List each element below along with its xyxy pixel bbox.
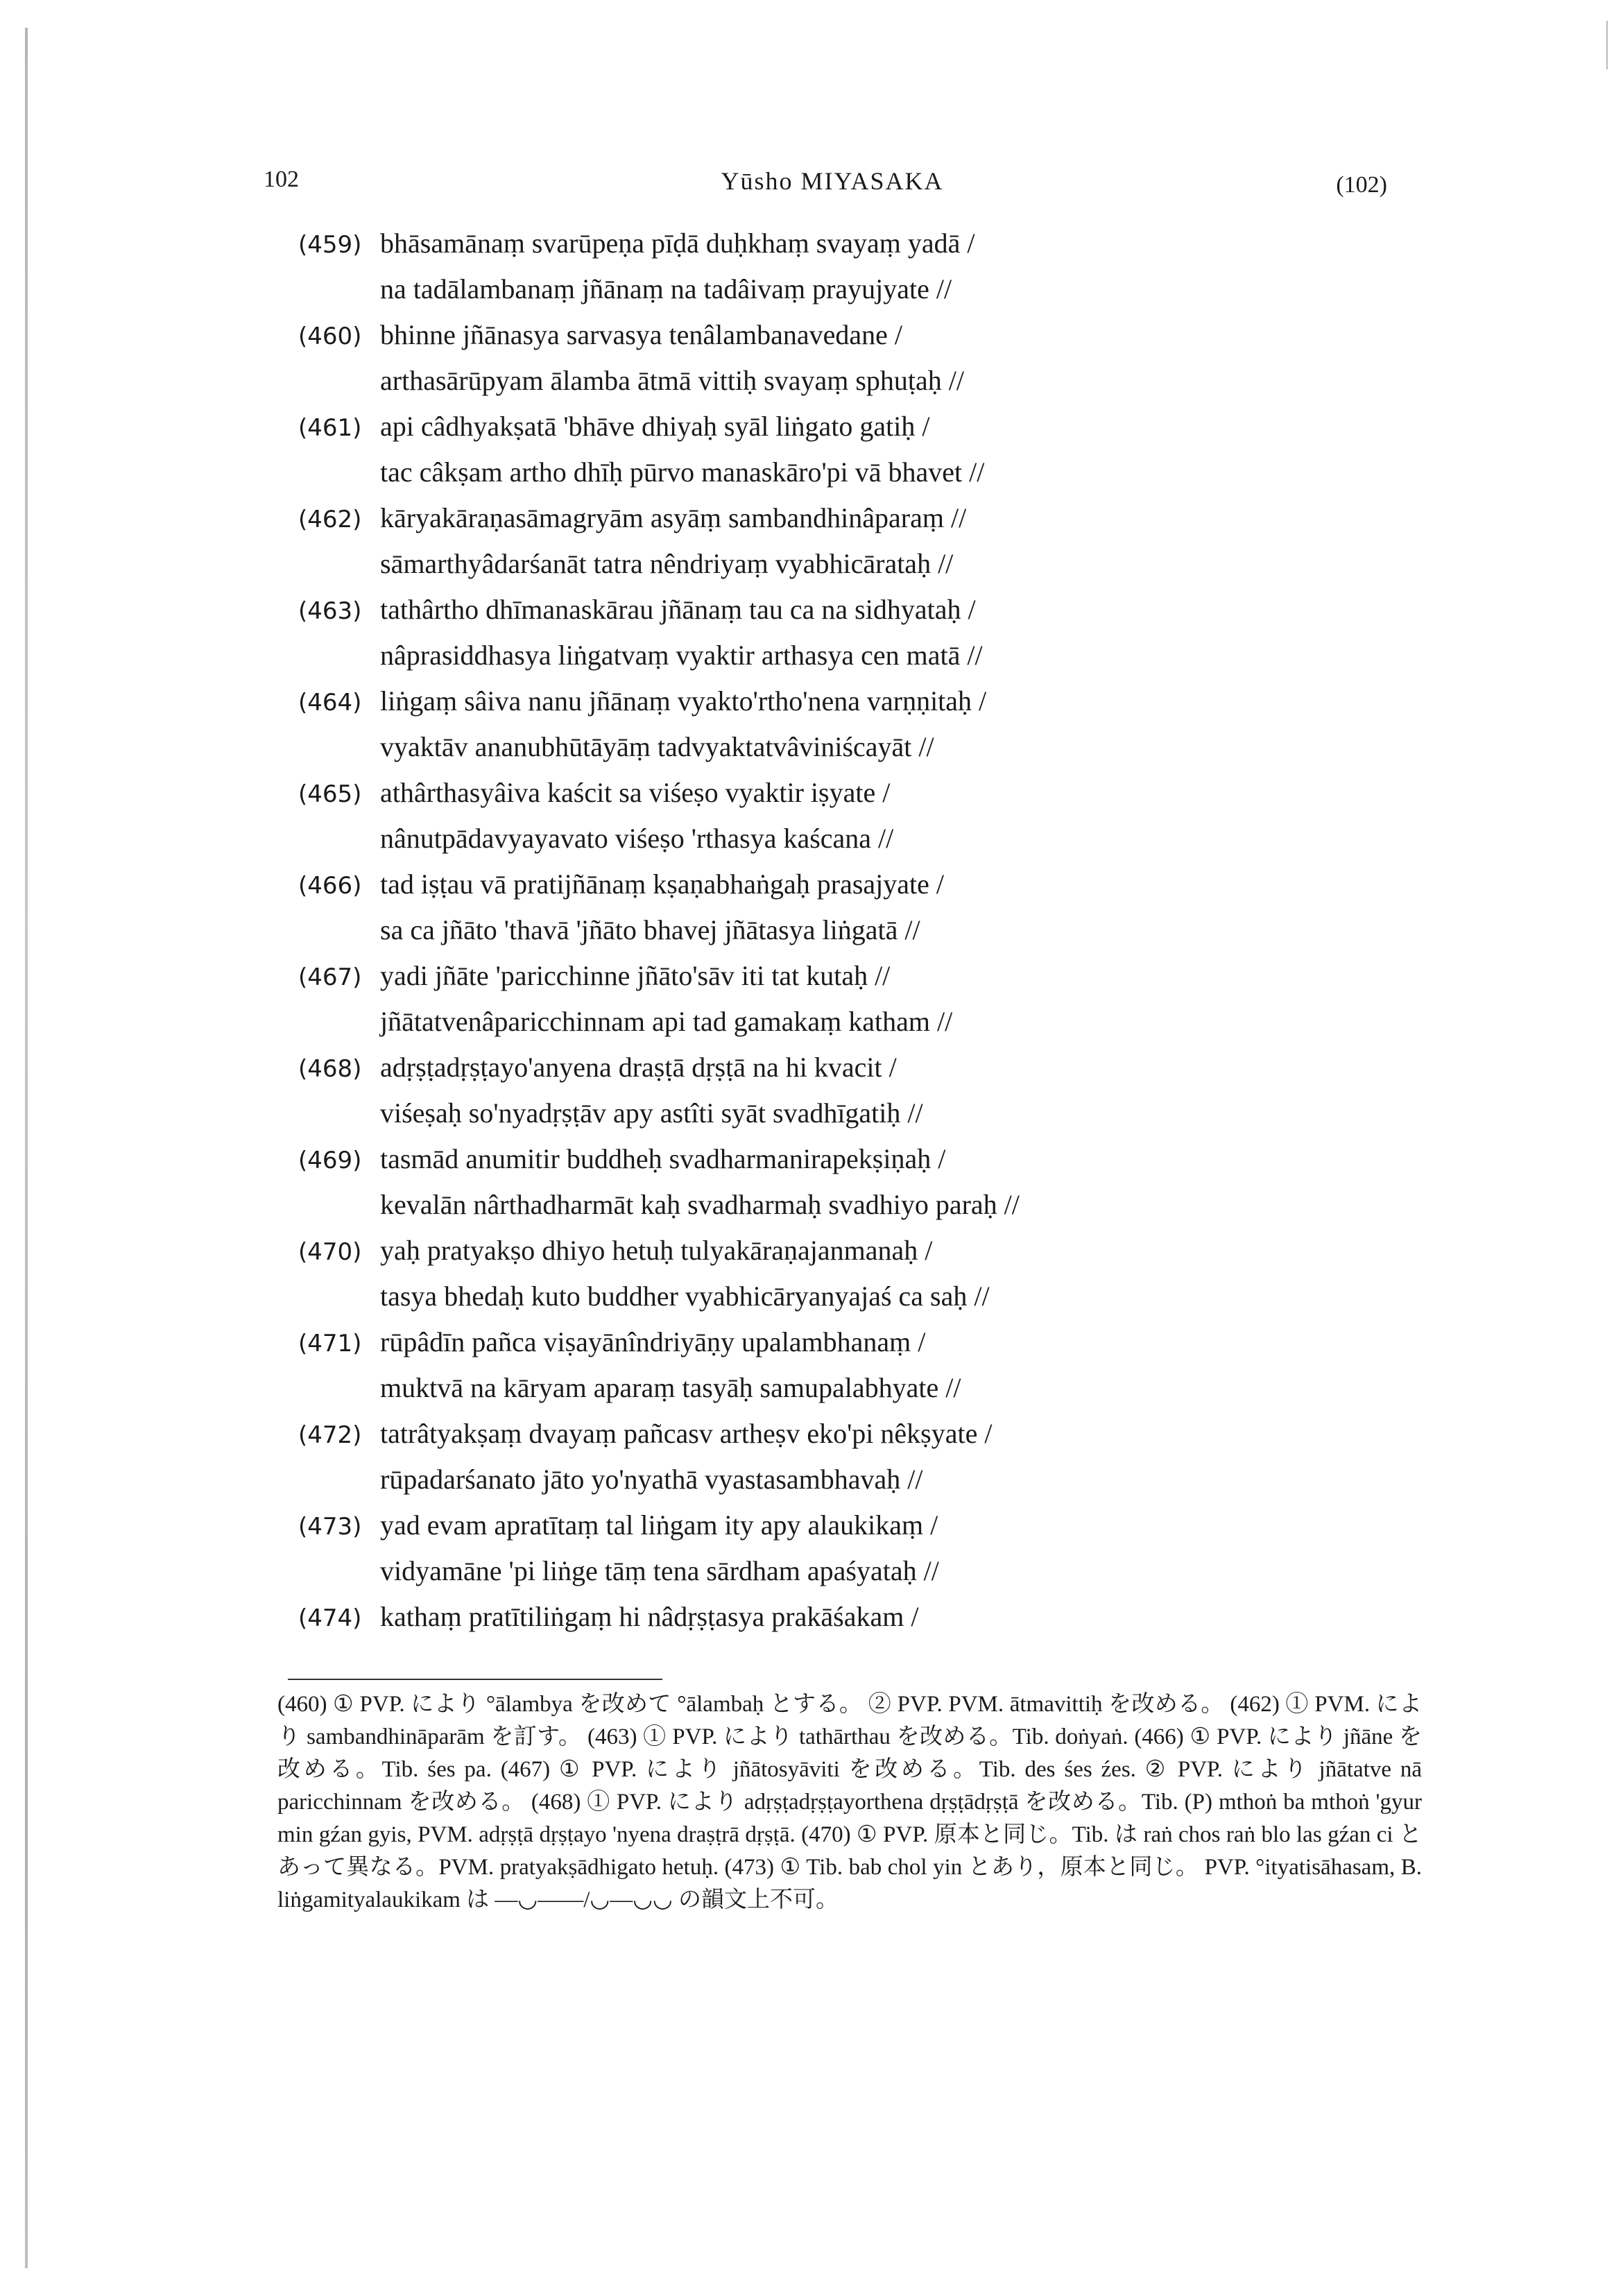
verse-459 xyxy=(298,221,1255,312)
verse-line-2: tac câkṣam artho dhīḥ pūrvo manaskāro'pi vā bhavet // xyxy=(380,456,985,488)
verse-473 xyxy=(298,1502,1255,1594)
verse-461 xyxy=(298,404,1255,495)
verse-number: (474) xyxy=(298,1604,362,1632)
verse-line-2: rūpadarśanato jāto yo'nyathā vyastasambhavaḥ // xyxy=(380,1464,923,1495)
verse-list xyxy=(298,221,1255,1640)
verse-line-1: yaḥ pratyakṣo dhiyo hetuḥ tulyakāraṇajanmanaḥ / xyxy=(380,1235,933,1266)
verse-line-2: vidyamāne 'pi liṅge tāṃ tena sārdham apaśyataḥ // xyxy=(380,1555,939,1586)
page-number: 102 xyxy=(264,166,299,192)
verse-number: (469) xyxy=(298,1147,362,1174)
verse-number: (462) xyxy=(298,506,362,533)
verse-line-1: athârthasyâiva kaścit sa viśeṣo vyaktir iṣyate / xyxy=(380,777,891,808)
footnote-text: (460) ① PVP. により °ālambya を改めて °ālambaḥ とする。 ② PVP. PVM. ātmavittiḥ を改める。 (462) ① PVM. により sambandhināparām を訂す。 (463) ① PVP. により tathārthau を改める。Tib. doṅyaṅ. (466) ① PVP. により jñāne を改める。Tib. śes pa. (467) ① PVP. により jñātosyāviti を改める。Tib. des śes źes. ② PVP. により jñātatve nā paricchinnam を改める。 (468) ① PVP. により adṛṣṭadṛṣṭayorthena dṛṣṭādṛṣṭā を改める。Tib. (P) mthoṅ ba mthoṅ 'gyur min gźan gyis, PVM. adṛṣṭā dṛṣṭayo 'nyena draṣṭrā dṛṣṭā. (470) ① PVP. 原本と同じ。Tib. は raṅ chos raṅ blo las gźan ci とあって異なる。PVM. pratyakṣādhigato hetuḥ. (473) ① Tib. bab chol yin とあり，原本と同じ。 PVP. °ityatisāhasam, B. liṅgamityalaukikam は ―◡――/◡―◡◡ の韻文上不可。 xyxy=(277,1692,1422,1912)
verse-line-1: yad evam apratītaṃ tal liṅgam ity apy alaukikaṃ / xyxy=(380,1509,938,1541)
verse-number: (470) xyxy=(298,1238,362,1266)
verse-472 xyxy=(298,1411,1255,1502)
verse-line-1: yadi jñāte 'paricchinne jñāto'sāv iti tat kutaḥ // xyxy=(380,960,891,991)
verse-460 xyxy=(298,312,1255,404)
page-number-bracketed: (102) xyxy=(1336,172,1387,198)
verse-number: (460) xyxy=(298,323,362,350)
verse-465 xyxy=(298,770,1255,862)
verse-line-1: kāryakāraṇasāmagryām asyāṃ sambandhinâparaṃ // xyxy=(380,502,967,533)
verse-number: (461) xyxy=(298,414,362,442)
verse-number: (473) xyxy=(298,1513,362,1541)
verse-number: (464) xyxy=(298,689,362,717)
verse-number: (459) xyxy=(298,231,362,259)
verse-line-2: sa ca jñāto 'thavā 'jñāto bhavej jñātasya liṅgatā // xyxy=(380,914,920,945)
verse-line-1: liṅgaṃ sâiva nanu jñānaṃ vyakto'rtho'nena varṇṇitaḥ / xyxy=(380,685,987,717)
verse-line-2: muktvā na kāryam aparaṃ tasyāḥ samupalabhyate // xyxy=(380,1372,961,1403)
verse-line-1: adṛṣṭadṛṣṭayo'anyena draṣṭā dṛṣṭā na hi kvacit / xyxy=(380,1052,897,1083)
verse-number: (467) xyxy=(298,963,362,991)
corner-mark xyxy=(1601,21,1608,69)
verse-line-1: bhinne jñānasya sarvasya tenâlambanavedane / xyxy=(380,319,903,350)
verse-number: (466) xyxy=(298,872,362,900)
verse-464 xyxy=(298,678,1255,770)
verse-line-2: jñātatvenâparicchinnam api tad gamakaṃ katham // xyxy=(380,1006,953,1037)
verse-471 xyxy=(298,1319,1255,1411)
verse-463 xyxy=(298,587,1255,678)
running-title: Yūsho MIYASAKA xyxy=(721,167,944,195)
verse-462 xyxy=(298,495,1255,587)
verse-467 xyxy=(298,953,1255,1045)
verse-line-1: tatrâtyakṣaṃ dvayaṃ pañcasv artheṣv eko'pi nêkṣyate / xyxy=(380,1418,993,1449)
verse-number: (463) xyxy=(298,597,362,625)
verse-number: (471) xyxy=(298,1330,362,1357)
verse-474 xyxy=(298,1594,1255,1640)
verse-number: (468) xyxy=(298,1055,362,1083)
verse-line-1: tad iṣṭau vā pratijñānaṃ kṣaṇabhaṅgaḥ prasajyate / xyxy=(380,868,945,900)
verse-line-1: bhāsamānaṃ svarūpeṇa pīḍā duḥkhaṃ svayaṃ yadā / xyxy=(380,228,975,259)
verse-line-2: na tadālambanaṃ jñānaṃ na tadâivaṃ prayujyate // xyxy=(380,273,952,305)
verse-line-1: tasmād anumitir buddheḥ svadharmanirapekṣiṇaḥ / xyxy=(380,1143,946,1174)
verse-line-2: nânutpādavyayavato viśeṣo 'rthasya kaścana // xyxy=(380,823,894,854)
footnotes xyxy=(277,1688,1422,1917)
verse-line-1: kathaṃ pratītiliṅgaṃ hi nâdṛṣṭasya prakāśakam / xyxy=(380,1601,919,1632)
verse-470 xyxy=(298,1228,1255,1319)
verse-line-2: viśeṣaḥ so'nyadṛṣṭāv apy astîti syāt svadhīgatiḥ // xyxy=(380,1097,923,1129)
verse-line-1: api câdhyakṣatā 'bhāve dhiyaḥ syāl liṅgato gatiḥ / xyxy=(380,411,930,442)
verse-number: (465) xyxy=(298,780,362,808)
verse-line-2: kevalān nârthadharmāt kaḥ svadharmaḥ svadhiyo paraḥ // xyxy=(380,1189,1020,1220)
verse-line-1: tathârtho dhīmanaskārau jñānaṃ tau ca na sidhyataḥ / xyxy=(380,594,976,625)
verse-number: (472) xyxy=(298,1421,362,1449)
verse-line-2: vyaktāv ananubhūtāyāṃ tadvyaktatvâviniścayāt // xyxy=(380,731,934,762)
verse-line-2: arthasārūpyam ālamba ātmā vittiḥ svayaṃ sphuṭaḥ // xyxy=(380,365,964,396)
verse-line-1: rūpâdīn pañca viṣayānîndriyāṇy upalambhanaṃ / xyxy=(380,1326,926,1357)
verse-469 xyxy=(298,1136,1255,1228)
verse-line-2: nâprasiddhasya liṅgatvaṃ vyaktir arthasya cen matā // xyxy=(380,640,983,671)
footnote-rule xyxy=(288,1679,662,1680)
verse-line-2: tasya bhedaḥ kuto buddher vyabhicāryanyajaś ca saḥ // xyxy=(380,1280,990,1312)
binding-edge xyxy=(25,28,28,2268)
verse-466 xyxy=(298,862,1255,953)
verse-468 xyxy=(298,1045,1255,1136)
verse-line-2: sāmarthyâdarśanāt tatra nêndriyaṃ vyabhicārataḥ // xyxy=(380,548,954,579)
page-header xyxy=(264,166,1401,208)
